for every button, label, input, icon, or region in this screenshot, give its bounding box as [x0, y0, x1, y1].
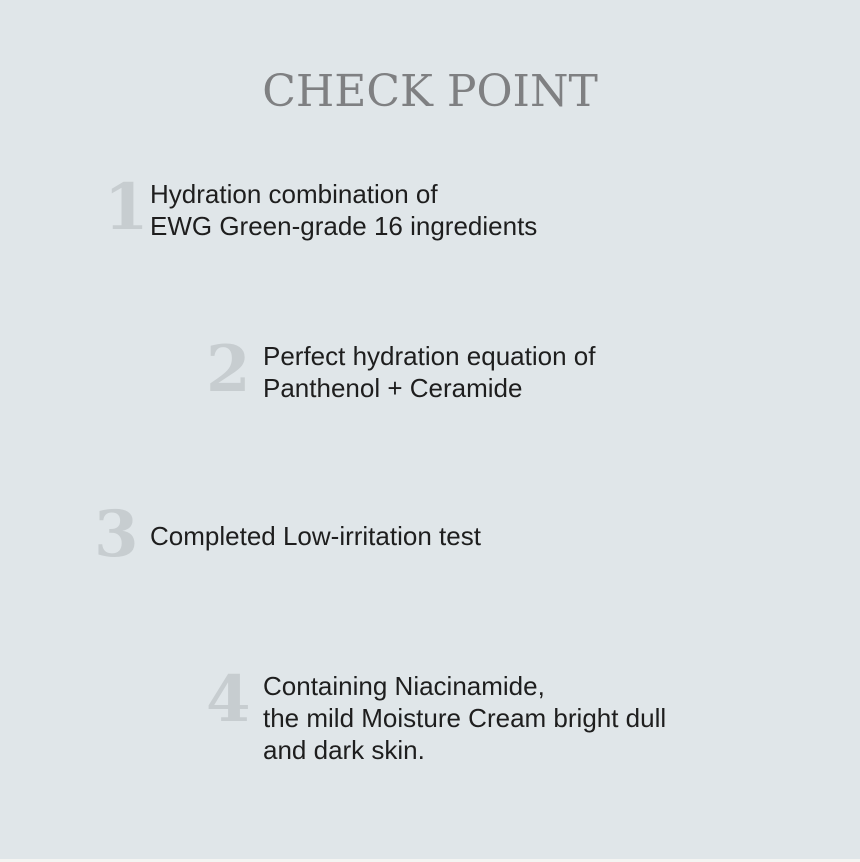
point-text-line: the mild Moisture Cream bright dull: [263, 703, 667, 733]
point-text: [263, 670, 666, 766]
point-text: [150, 520, 481, 552]
page-title: CHECK POINT: [262, 66, 598, 117]
point-text-line: Completed Low-irritation test: [150, 521, 481, 551]
point-text-line: Panthenol + Ceramide: [263, 373, 523, 403]
point-text-line: EWG Green-grade 16 ingredients: [150, 211, 538, 241]
point-text-line: Hydration combination of: [150, 179, 438, 209]
point-text-line: Containing Niacinamide,: [263, 671, 545, 701]
point-number: 4: [206, 662, 251, 737]
point-number: 2: [206, 332, 251, 407]
point-text-line: Perfect hydration equation of: [263, 341, 596, 371]
point-text: [150, 178, 537, 242]
point-number: 3: [94, 497, 139, 572]
point-text: [263, 340, 595, 404]
point-text-line: and dark skin.: [263, 735, 425, 765]
point-number: 1: [104, 170, 149, 245]
